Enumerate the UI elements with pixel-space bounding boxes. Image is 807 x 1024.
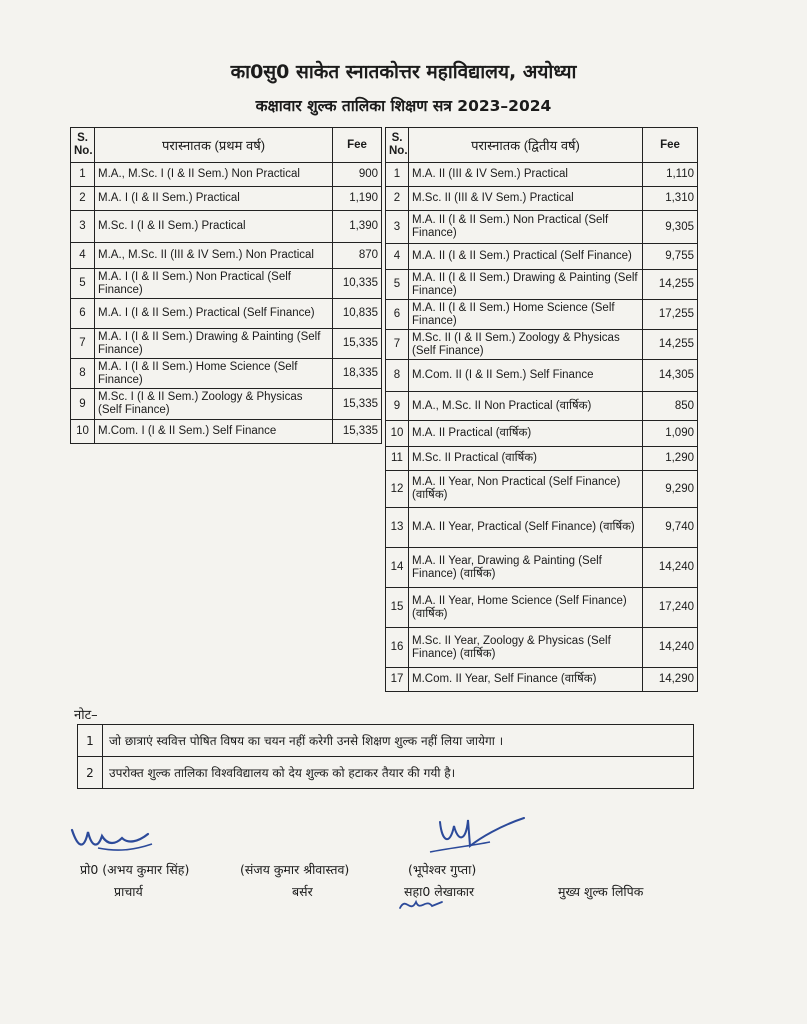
sno-cell: 4 — [71, 243, 95, 269]
first-year-fee-table — [70, 127, 382, 444]
fee-header: Fee — [643, 128, 698, 163]
course-cell: M.A. I (I & II Sem.) Home Science (Self Finance) — [95, 359, 333, 389]
sno-cell: 12 — [386, 471, 409, 508]
fee-clerk-role: मुख्य शुल्क लिपिक — [558, 884, 644, 899]
course-cell: M.Sc. II (I & II Sem.) Zoology & Physicas (Self Finance) — [409, 330, 643, 360]
accountant-signature-icon — [420, 812, 530, 862]
second-year-fee-table — [385, 127, 698, 692]
course-cell: M.A. II (I & II Sem.) Practical (Self Finance) — [409, 244, 643, 270]
note-number: 2 — [78, 757, 103, 789]
fee-cell: 15,335 — [333, 420, 382, 444]
course-cell: M.Com. I (I & II Sem.) Self Finance — [95, 420, 333, 444]
table-row — [71, 389, 382, 420]
course-cell: M.A. II (III & IV Sem.) Practical — [409, 163, 643, 187]
bursar-role: बर्सर — [292, 884, 313, 899]
fee-cell: 10,335 — [333, 269, 382, 299]
course-header: परास्नातक (प्रथम वर्ष) — [95, 128, 333, 163]
table-row — [386, 187, 698, 211]
sno-cell: 1 — [71, 163, 95, 187]
table-row — [386, 270, 698, 300]
sno-cell: 13 — [386, 508, 409, 548]
sno-cell: 2 — [386, 187, 409, 211]
sno-cell: 6 — [71, 299, 95, 329]
course-cell: M.Sc. I (I & II Sem.) Zoology & Physicas (Self Finance) — [95, 389, 333, 420]
sno-cell: 7 — [386, 330, 409, 360]
fee-cell: 1,290 — [643, 447, 698, 471]
course-cell: M.A. I (I & II Sem.) Drawing & Painting (Self Finance) — [95, 329, 333, 359]
table-row — [386, 668, 698, 692]
principal-signature-icon — [68, 818, 158, 856]
course-cell: M.A. II (I & II Sem.) Home Science (Self Finance) — [409, 300, 643, 330]
course-cell: M.A. II Year, Home Science (Self Finance) (वार्षिक) — [409, 588, 643, 628]
principal-name: प्रो0 (अभय कुमार सिंह) — [80, 862, 190, 877]
course-cell: M.Com. II Year, Self Finance (वार्षिक) — [409, 668, 643, 692]
fee-cell: 1,190 — [333, 187, 382, 211]
sno-cell: 8 — [386, 360, 409, 392]
fee-cell: 14,305 — [643, 360, 698, 392]
fee-cell: 14,290 — [643, 668, 698, 692]
sno-header: S. No. — [71, 128, 95, 163]
sno-cell: 7 — [71, 329, 95, 359]
sno-cell: 16 — [386, 628, 409, 668]
notes-label: नोट– — [74, 708, 98, 723]
course-cell: M.A., M.Sc. II (III & IV Sem.) Non Practical — [95, 243, 333, 269]
fee-cell: 18,335 — [333, 359, 382, 389]
course-cell: M.A., M.Sc. I (I & II Sem.) Non Practical — [95, 163, 333, 187]
fee-cell: 14,240 — [643, 628, 698, 668]
fee-cell: 9,305 — [643, 211, 698, 244]
bursar-name: (संजय कुमार श्रीवास्तव) — [240, 862, 350, 877]
fee-cell: 9,755 — [643, 244, 698, 270]
table-header-row — [71, 128, 382, 163]
course-cell: M.Sc. I (I & II Sem.) Practical — [95, 211, 333, 243]
fee-table-subtitle: कक्षावार शुल्क तालिका शिक्षण सत्र 2023–2024 — [255, 97, 552, 115]
sno-cell: 8 — [71, 359, 95, 389]
table-row — [386, 508, 698, 548]
course-cell: M.A. II Year, Non Practical (Self Finance) (वार्षिक) — [409, 471, 643, 508]
sno-cell: 11 — [386, 447, 409, 471]
sno-cell: 2 — [71, 187, 95, 211]
fee-cell: 900 — [333, 163, 382, 187]
course-cell: M.Com. II (I & II Sem.) Self Finance — [409, 360, 643, 392]
fee-cell: 870 — [333, 243, 382, 269]
fee-cell: 10,835 — [333, 299, 382, 329]
sno-cell: 3 — [386, 211, 409, 244]
table-row — [71, 329, 382, 359]
sno-cell: 10 — [71, 420, 95, 444]
fee-cell: 850 — [643, 392, 698, 421]
sno-cell: 4 — [386, 244, 409, 270]
table-row — [386, 300, 698, 330]
table-row — [386, 360, 698, 392]
table-row — [386, 244, 698, 270]
table-row — [386, 330, 698, 360]
accountant-role: सहा0 लेखाकार — [404, 884, 475, 899]
course-cell: M.A. II Year, Drawing & Painting (Self Finance) (वार्षिक) — [409, 548, 643, 588]
college-title: का0सु0 साकेत स्नातकोत्तर महाविद्यालय, अयोध्या — [230, 61, 577, 83]
note-row — [78, 757, 694, 789]
fee-cell: 15,335 — [333, 389, 382, 420]
course-cell: M.A. II (I & II Sem.) Drawing & Painting (Self Finance) — [409, 270, 643, 300]
fee-cell: 14,255 — [643, 330, 698, 360]
fee-cell: 1,310 — [643, 187, 698, 211]
course-cell: M.Sc. II Year, Zoology & Physicas (Self Finance) (वार्षिक) — [409, 628, 643, 668]
fee-cell: 14,255 — [643, 270, 698, 300]
sno-cell: 9 — [71, 389, 95, 420]
table-row — [386, 421, 698, 447]
table-row — [386, 471, 698, 508]
table-row — [386, 211, 698, 244]
sno-cell: 14 — [386, 548, 409, 588]
course-cell: M.Sc. II (III & IV Sem.) Practical — [409, 187, 643, 211]
accountant-name: (भूपेश्वर गुप्ता) — [408, 862, 477, 877]
sno-cell: 5 — [71, 269, 95, 299]
table-row — [386, 588, 698, 628]
fee-cell: 17,240 — [643, 588, 698, 628]
sno-cell: 15 — [386, 588, 409, 628]
course-cell: M.A. I (I & II Sem.) Non Practical (Self Finance) — [95, 269, 333, 299]
course-cell: M.A. II Practical (वार्षिक) — [409, 421, 643, 447]
sno-cell: 9 — [386, 392, 409, 421]
table-row — [386, 548, 698, 588]
table-row — [386, 628, 698, 668]
sno-cell: 3 — [71, 211, 95, 243]
table-row — [71, 211, 382, 243]
course-cell: M.A. I (I & II Sem.) Practical (Self Finance) — [95, 299, 333, 329]
note-number: 1 — [78, 725, 103, 757]
table-row — [71, 420, 382, 444]
table-header-row — [386, 128, 698, 163]
table-row — [71, 269, 382, 299]
sno-cell: 6 — [386, 300, 409, 330]
sno-cell: 1 — [386, 163, 409, 187]
fee-cell: 9,740 — [643, 508, 698, 548]
note-row — [78, 725, 694, 757]
fee-cell: 1,390 — [333, 211, 382, 243]
fee-cell: 1,110 — [643, 163, 698, 187]
table-row — [386, 447, 698, 471]
sno-header: S. No. — [386, 128, 409, 163]
table-row — [71, 163, 382, 187]
fee-cell: 9,290 — [643, 471, 698, 508]
course-header: परास्नातक (द्वितीय वर्ष) — [409, 128, 643, 163]
course-cell: M.A. I (I & II Sem.) Practical — [95, 187, 333, 211]
table-row — [71, 243, 382, 269]
course-cell: M.A. II (I & II Sem.) Non Practical (Self Finance) — [409, 211, 643, 244]
table-row — [71, 359, 382, 389]
notes-table — [77, 724, 694, 789]
fee-cell: 17,255 — [643, 300, 698, 330]
table-row — [386, 392, 698, 421]
course-cell: M.A., M.Sc. II Non Practical (वार्षिक) — [409, 392, 643, 421]
fee-header: Fee — [333, 128, 382, 163]
course-cell: M.Sc. II Practical (वार्षिक) — [409, 447, 643, 471]
fee-cell: 15,335 — [333, 329, 382, 359]
course-cell: M.A. II Year, Practical (Self Finance) (वार्षिक) — [409, 508, 643, 548]
table-row — [71, 187, 382, 211]
principal-role: प्राचार्य — [114, 884, 143, 899]
note-text: जो छात्राएं स्ववित्त पोषित विषय का चयन नहीं करेगी उनसे शिक्षण शुल्क नहीं लिया जायेगा । — [103, 725, 694, 757]
sno-cell: 10 — [386, 421, 409, 447]
note-text: उपरोक्त शुल्क तालिका विश्वविद्यालय को देय शुल्क को हटाकर तैयार की गयी है। — [103, 757, 694, 789]
fee-cell: 1,090 — [643, 421, 698, 447]
sno-cell: 5 — [386, 270, 409, 300]
table-row — [386, 163, 698, 187]
table-row — [71, 299, 382, 329]
sno-cell: 17 — [386, 668, 409, 692]
fee-cell: 14,240 — [643, 548, 698, 588]
